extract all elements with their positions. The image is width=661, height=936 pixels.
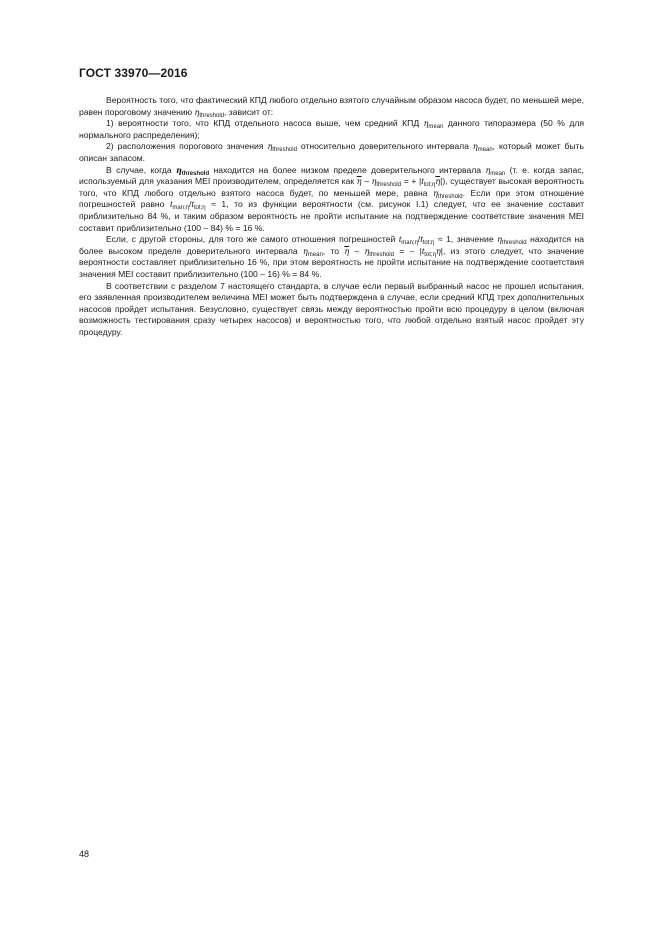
formula-margin: $\overline{\eta} - \eta_{threshold}$ = + $|t_{tot;\eta}\overline{\eta}|$ — [356, 176, 443, 189]
formula-ratio-2: $t_{man;\eta}/t_{tot;\eta}$ — [398, 234, 435, 247]
paragraph-4: В случае, когда $\eta_{threshold}$ находится на более низком пределе доверительного интервала $\eta_{mean}$ (т. е. когда запас, используемый для указания MEI производителем, определяется как $\overline{\eta} - \eta_{threshold}$ = + $|t_{tot;\eta}\overline{\eta}|$), существует высокая вероятность того, что КПД любого отдельно взятого насоса будет, по меньшей мере, равна $\eta_{threshold}$. Если при этом отношение погрешностей равно $t_{man;\eta}/t_{tot;\eta} \approx 1$, то из функции вероятности (см. рисунок I.1) следует, что ее значение составит приблизительно 84 %, и таким образом вероятность не пройти испытание на подтверждение соответствие значения MEI составит приблизительно (100 – 84) % = 16 %. — [79, 164, 585, 233]
paragraph-2: 1) вероятности того, что КПД отдельного насоса выше, чем средний КПД $\eta_{mean}$ данного типоразмера (50 % для нормального распределения); — [79, 118, 585, 140]
paragraph-6: В соответствии с разделом 7 настоящего стандарта, в случае если первый выбранный насос не прошел испытания, его заявленная производителем величина MEI может быть подтверждена в случае, если средний КПД трех дополнительных насосов пройдет испытания. Безусловно, существует связь между вероятностью пройти всю процедуру в целом (включая возможность тестирования сразу четырех насосов) и вероятностью того, что любой отдельно взятый насос пройдет эту процедуру. — [79, 280, 584, 337]
paragraph-3: 2) расположения порогового значения $\eta_{threshold}$ относительно доверительного интервала $\eta_{mean}$, который может быть описан запасом. — [79, 141, 584, 163]
paragraph-5: Если, с другой стороны, для того же самого отношения погрешностей $t_{man;\eta}/t_{tot;\eta} \approx 1$, значение $\eta_{threshold}$ находится на более высоком пределе доверительного интервала $\eta_{mean}$, то $\overline{\eta} - \eta_{threshold}$ = – $|t_{tot;\eta}\eta|$, из этого следует, что значение вероятности составляет приблизительно 16 %, при этом вероятность не пройти испытание на подтверждение соответствия значения MEI составит приблизительно (100 – 16) % = 84 %. — [79, 234, 585, 279]
page-header: ГОСТ 33970—2016 — [79, 66, 188, 80]
document-body — [79, 95, 584, 338]
formula-ratio: $t_{man;\eta}/t_{tot;\eta}$ — [170, 199, 206, 212]
paragraph-1: Вероятность того, что фактический КПД любого отдельно взятого случайным образом насоса будет, по меньшей мере, равен пороговому значению $\eta_{threshold}$, зависит от: — [79, 95, 584, 119]
formula-margin-2: $\overline{\eta} - \eta_{threshold}$ = – $|t_{tot;\eta}\eta|$, — [344, 245, 446, 258]
page-number: 48 — [79, 849, 90, 859]
